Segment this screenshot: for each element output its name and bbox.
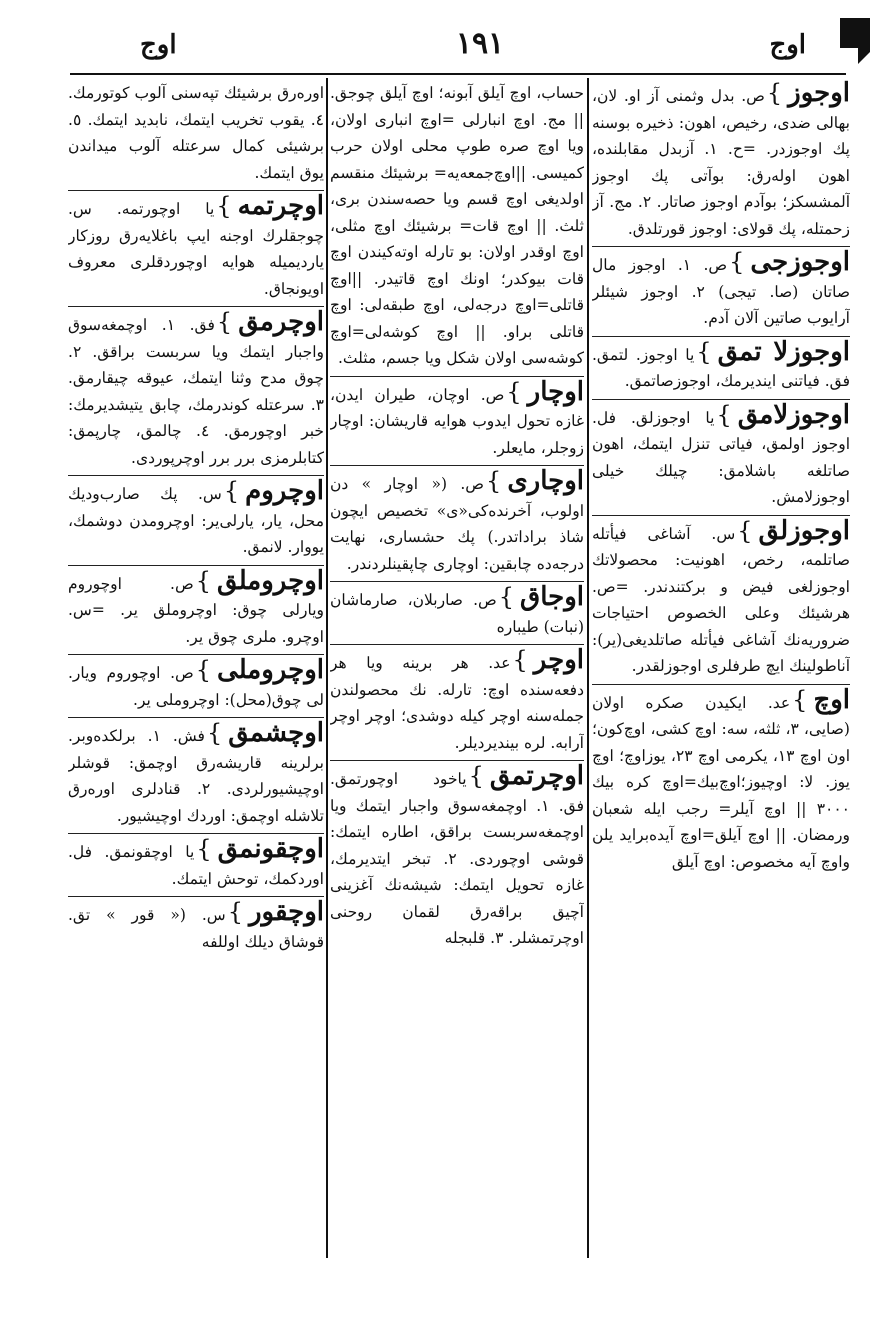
dictionary-entry xyxy=(592,400,850,516)
dictionary-entry xyxy=(592,78,850,247)
entry-definition: ص. اوچوروم ویارلی چوق: اوچروملق یر. =س. اوچرو. ملری چوق یر. xyxy=(68,574,324,646)
entry-headword: اوچروم xyxy=(245,476,324,506)
dictionary-entry xyxy=(68,191,324,307)
entry-definition: س. آشاغی فیأتله صاتلمه، رخص، اهونیت: محصولاتك اوجوزلغی فیض و برکتندندر. =ص. هرشیئك وعلی الخصوص احتیاجات ضروریه‌نك آشاغی فیأتله صاتلدیغی(یر): آناطولینك ایچ طرفلری اوجوزلقدر. xyxy=(592,524,850,675)
entry-headword: اوچقور xyxy=(249,897,324,927)
entry-headword: اوچرتمق xyxy=(489,761,584,791)
dictionary-entry xyxy=(330,645,584,761)
dictionary-entry xyxy=(68,566,324,656)
dictionary-entry xyxy=(330,78,584,377)
brace-glyph: } xyxy=(512,646,528,674)
dictionary-entry xyxy=(68,78,324,191)
entry-definition: یا اوجوزلق. فل. اوجوز اولمق، فیاتی تنزل ایتمك، اهون صاتلغه باشلامق: چیلك خیلی اوجوزلامش. xyxy=(592,408,850,506)
entry-headword: اوچ xyxy=(813,684,850,715)
entry-headword: اوچار xyxy=(527,376,584,407)
brace-glyph: } xyxy=(716,400,732,429)
entry-headword: اوجوزلامق xyxy=(737,399,850,430)
brace-glyph: } xyxy=(468,762,484,790)
dictionary-entry xyxy=(330,466,584,582)
brace-glyph: } xyxy=(506,377,522,406)
header-rule xyxy=(70,73,846,75)
brace-glyph: } xyxy=(696,337,712,366)
entry-definition: حساب، اوچ آیلق آبونه؛ اوچ آیلق چوجق. || مج. اوچ انبارلی =اوچ انباری اولان، ویا اوچ صره طوپ محلی اولان حرب کمیسی. ||اوچ‌جمعه‌یه= برشیئك منقسم اولدیغی اوچ قسم ویا حصه‌سندن بری، ثلث. || اوچ قات= برشیئك اوچ مثلی، اوچ اوقدر اولان: بو تارله اوته‌کیندن اوچ قات بیوکدر؛ اونك اوچ قاتیدر. ||اوچ قاتلی=اوچ درجه‌لی، اوچ طبقه‌لی: اوچ قاتلی براو. || اوچ کوشه‌لی=اوچ کوشه‌سی اولان شکل ویا جسم، مثلث. xyxy=(330,84,584,367)
entry-definition: یا اوچقونمق. فل. اوردکمك، توحش ایتمك. xyxy=(68,843,324,888)
entry-headword: اوجوزجی xyxy=(750,247,850,277)
entry-headword: اوجوز xyxy=(788,78,850,108)
brace-glyph: } xyxy=(196,835,212,863)
brace-glyph: } xyxy=(195,566,212,595)
entry-headword: اوچقونمق xyxy=(217,834,324,864)
dictionary-entry xyxy=(68,655,324,718)
brace-glyph: } xyxy=(223,477,240,505)
dictionary-entry xyxy=(330,761,584,956)
entry-headword: اوجاق xyxy=(520,582,584,612)
dictionary-entry xyxy=(592,247,850,337)
entry-definition: یاخود اوچورتمق. فق. ١. اوچمغه‌سوق واجبار ایتمك ویا اوچمغه‌سربست براقق، اطاره ایتمك: قوشی اوچوردی. ٢. تبخر ایتدیرمك، غازه تحویل ایتمك: شیشه‌نك آغزینی آچیق براقه‌رق لقمان روحنی اوچرتمشلر. ٣. قلبجله xyxy=(330,770,584,947)
entry-definition: ص. (« اوچار » دن اولوب، آخرنده‌کی«ی» تخصیص ایچون شاذ براداتدر.) پك حشساری، نهایت درجه‌ده چابقین: اوچاری چاپقینلردندر. xyxy=(330,475,584,573)
entry-headword: اوچرتمه xyxy=(237,191,324,221)
column-left xyxy=(68,78,324,1323)
page-number: ١٩١ xyxy=(455,26,505,61)
column-divider xyxy=(587,78,589,1258)
entry-headword: اوچشمق xyxy=(228,718,324,748)
entry-definition: فق. ١. اوچمغه‌سوق واجبار ایتمك ویا سربست براقق. ٢. چوق مدح وثنا ایتمك، عیوقه چیقارمق. ٣. سرعتله کوندرمك، چابق یتیشدیرمك: خبر اوچورمق. ٤. چالمق، چارپمق: کتابلرمزی برر برر اوچرپوردی. xyxy=(68,316,324,467)
brace-glyph: } xyxy=(737,516,753,545)
entry-headword: اوچروملق xyxy=(217,565,324,596)
dictionary-entry xyxy=(68,307,324,476)
dictionary-entry xyxy=(68,476,324,566)
dictionary-entry xyxy=(592,337,850,400)
brace-glyph: } xyxy=(216,192,232,220)
running-head-right: اوج xyxy=(769,30,806,60)
dictionary-entry xyxy=(330,377,584,467)
entry-headword: اوچاری xyxy=(507,466,584,496)
entry-definition: اوره‌رق برشیئك تپه‌سنی آلوب کوتورمك. ٤. یقوب تخریب ایتمك، نابدید ایتمك. ٥. برشیئی کمال سرعتله آلوب میداندن یوق ایتمك. xyxy=(68,84,324,182)
dictionary-entry xyxy=(592,685,850,880)
page-header xyxy=(70,26,846,72)
entry-definition: ص. بدل وثمنی آز او. لان، بهالی ضدی، رخیص، اهون: ذخیره بوسنه پك اوجوزدر. =ح. ١. آزبدل مقابلنده، اهون اوله‌رق: بوآتی پك اوجوز آلمشسکز؛ بوآدم اوجوز صاتار. ٢. مج. آز زحمتله، پك قولای: اوجوز قورتلدق. xyxy=(592,87,850,238)
dictionary-entry xyxy=(592,516,850,685)
entry-definition: س. پك صارب‌ودیك محل، یار، یارلی‌یر: اوچرومدن دوشمك، یووار. لانمق. xyxy=(68,485,324,556)
running-head-left: اوج xyxy=(140,30,177,60)
entry-headword: اوجوزلق xyxy=(758,515,850,546)
brace-glyph: } xyxy=(486,467,502,495)
dictionary-entry xyxy=(68,897,324,959)
entry-definition: یا اوچورتمه. س. چوجقلرك اوجنه ایپ باغلایه‌رق روزکار یاردیمیله هوایه اوچوردقلری معروف اویونجاق. xyxy=(68,200,324,298)
column-right xyxy=(592,78,850,1323)
entry-definition: یا اوجوز. لتمق. فق. فیاتنی ایندیرمك، اوجوزصاتمق. xyxy=(592,345,850,390)
entry-headword: اوچروملی xyxy=(217,655,324,685)
dictionary-entry xyxy=(68,834,324,897)
brace-glyph: } xyxy=(729,248,745,276)
entry-headword: اوچر xyxy=(533,645,584,675)
entry-headword: اوجوزلا تمق xyxy=(717,336,850,367)
brace-glyph: } xyxy=(766,79,783,107)
column-divider xyxy=(326,78,328,1258)
entry-definition: ص. اوچوروم ویار. لی چوق(محل): اوچروملی یر. xyxy=(68,664,324,709)
brace-glyph: } xyxy=(227,898,243,926)
entry-definition: س. (« قور » تق. قوشاق دیلك اوللفه xyxy=(68,906,324,951)
dictionary-entry xyxy=(330,582,584,645)
brace-glyph: } xyxy=(498,583,515,611)
brace-glyph: } xyxy=(216,308,233,336)
brace-glyph: } xyxy=(195,656,212,684)
brace-glyph: } xyxy=(206,719,223,747)
entry-definition: عد. هر برینه ویا هر دفعه‌سنده اوچ: تارله. نك محصولندن جمله‌سنه اوچر کیله دوشدی؛ اوچر اوچر آرابه. لره بیندیردیلر. xyxy=(330,654,584,752)
entry-definition: عد. ایکیدن صکره اولان (صایی، ٣، ثلثه، سه: اوچ کشی، اوچ‌کون؛ اون اوچ ١٣، یکرمی اوچ ٢٣، یوزاوچ؛ اوچ یوز. لا: اوچیوز؛اوچ‌بیك=اوچ کره بیك ٣٠٠٠ || اوچ آیلر= رجب ایله شعبان ورمضان. || اوچ آیلق=اوچ آیده‌براید یلن واوچ آیه مخصوص: اوچ آیلق xyxy=(592,693,850,871)
thumb-index-mark xyxy=(840,18,870,64)
entry-definition: ص. صاربلان، صارماشان (نبات) طیباره xyxy=(330,591,584,636)
entry-definition: ص. اوچان، طیران ایدن، غازه تحول ایدوب هوایه قاریشان: اوچار زوجلر، مایعلر. xyxy=(330,385,584,457)
entry-definition: ص. ١. اوجوز مال صاتان (صا. تیجی) ٢. اوجوز شیئلر آرایوب صاتین آلان آدم. xyxy=(592,256,850,327)
entry-headword: اوچرمق xyxy=(238,307,324,337)
brace-glyph: } xyxy=(792,685,808,714)
dictionary-entry xyxy=(68,718,324,834)
column-middle xyxy=(330,78,584,1323)
entry-definition: فش. ١. برلکده‌وبر. برلرینه قاریشه‌رق اوچمق: قوشلر اوچیشیورلردی. ٢. قنادلری اوره‌رق تلاشله اوچمق: اوردك اوچیشیور. xyxy=(68,727,324,825)
